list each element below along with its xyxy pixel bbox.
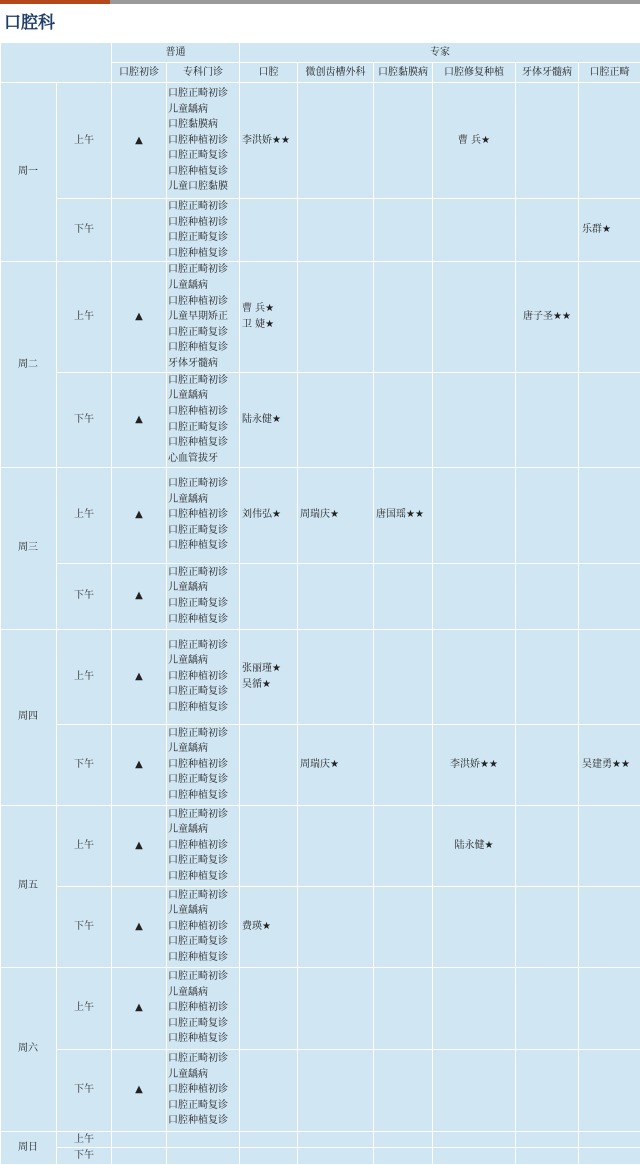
specialty-clinic-item: 口腔正畸复诊 <box>168 1098 239 1114</box>
oral-doctor-cell <box>240 724 298 805</box>
general-clinic-marker: ▲ <box>112 967 167 1049</box>
col-header-mucosa: 口腔黏膜病 <box>374 63 433 83</box>
doctor-name: 张丽瑾★ <box>242 661 297 677</box>
specialty-clinic-item: 口腔种植初诊 <box>168 669 239 685</box>
specialty-clinics-cell <box>167 563 240 629</box>
orthodontics-doctor-cell <box>579 467 640 563</box>
oral-doctor-cell <box>240 262 298 372</box>
specialty-clinic-item: 儿童龋病 <box>168 1067 239 1083</box>
doctor-name: 李洪娇★★ <box>433 757 515 773</box>
endodontics-doctor-cell <box>516 967 579 1049</box>
doctor-name: 费瑛★ <box>242 919 297 935</box>
doctor-name: 卫 婕★ <box>242 317 297 333</box>
col-header-endodontics: 牙体牙髓病 <box>516 63 579 83</box>
day-cell: 周四 <box>1 629 57 805</box>
header-blank <box>1 43 112 83</box>
specialty-clinic-item: 口腔正畸初诊 <box>168 565 239 581</box>
day-cell: 周五 <box>1 805 57 967</box>
specialty-clinics-cell <box>167 1131 240 1148</box>
specialty-clinic-item: 口腔正畸复诊 <box>168 772 239 788</box>
minimal-surgery-doctor-cell <box>298 83 374 199</box>
specialty-clinic-item: 儿童龋病 <box>168 580 239 596</box>
endodontics-doctor-cell <box>516 262 579 372</box>
orthodontics-doctor-cell <box>579 563 640 629</box>
endodontics-doctor-cell <box>516 563 579 629</box>
specialty-clinic-item: 口腔种植初诊 <box>168 507 239 523</box>
specialty-clinic-item: 口腔正畸初诊 <box>168 888 239 904</box>
col-header-minimal-surgery: 微创齿槽外科 <box>298 63 374 83</box>
specialty-clinic-item: 口腔种植复诊 <box>168 435 239 451</box>
specialty-clinic-item: 口腔种植初诊 <box>168 133 239 149</box>
specialty-clinic-item: 口腔种植初诊 <box>168 1082 239 1098</box>
oral-doctor-cell <box>240 83 298 199</box>
specialty-clinic-item: 口腔正畸初诊 <box>168 807 239 823</box>
schedule-row <box>1 199 640 262</box>
period-cell: 下午 <box>57 1049 112 1131</box>
schedule-row <box>1 805 640 886</box>
period-cell: 下午 <box>57 563 112 629</box>
general-clinic-marker: ▲ <box>112 83 167 199</box>
mucosa-doctor-cell <box>374 805 433 886</box>
mucosa-doctor-cell <box>374 1049 433 1131</box>
period-cell: 下午 <box>57 372 112 467</box>
specialty-clinic-item: 牙体牙髓病 <box>168 356 239 372</box>
day-cell: 周二 <box>1 262 57 467</box>
top-bar <box>0 0 640 4</box>
specialty-clinic-item: 儿童龋病 <box>168 102 239 118</box>
specialty-clinics-cell <box>167 724 240 805</box>
mucosa-doctor-cell <box>374 372 433 467</box>
mucosa-doctor-cell <box>374 83 433 199</box>
specialty-clinics-cell <box>167 262 240 372</box>
specialty-clinics-cell <box>167 1049 240 1131</box>
specialty-clinic-item: 口腔种植复诊 <box>168 700 239 716</box>
orthodontics-doctor-cell <box>579 262 640 372</box>
specialty-clinic-item: 口腔正畸初诊 <box>168 86 239 102</box>
period-cell: 上午 <box>57 467 112 563</box>
schedule-row <box>1 563 640 629</box>
general-clinic-marker: ▲ <box>112 805 167 886</box>
specialty-clinics-cell <box>167 886 240 967</box>
prosthodontics-doctor-cell <box>433 262 516 372</box>
col-header-orthodontics: 口腔正畸 <box>579 63 640 83</box>
oral-doctor-cell <box>240 886 298 967</box>
orthodontics-doctor-cell <box>579 199 640 262</box>
doctor-name: 周瑞庆★ <box>300 507 373 523</box>
minimal-surgery-doctor-cell <box>298 262 374 372</box>
general-clinic-marker: ▲ <box>112 1049 167 1131</box>
specialty-clinic-item: 口腔正畸复诊 <box>168 934 239 950</box>
mucosa-doctor-cell <box>374 563 433 629</box>
day-cell: 周一 <box>1 83 57 262</box>
orthodontics-doctor-cell <box>579 1049 640 1131</box>
specialty-clinic-item: 口腔正畸初诊 <box>168 726 239 742</box>
prosthodontics-doctor-cell <box>433 1131 516 1148</box>
oral-doctor-cell <box>240 563 298 629</box>
general-clinic-marker: ▲ <box>112 629 167 724</box>
endodontics-doctor-cell <box>516 467 579 563</box>
specialty-clinic-item: 口腔种植初诊 <box>168 757 239 773</box>
doctor-name: 乐群★ <box>582 222 640 238</box>
oral-doctor-cell <box>240 805 298 886</box>
minimal-surgery-doctor-cell <box>298 199 374 262</box>
endodontics-doctor-cell <box>516 1049 579 1131</box>
schedule-row <box>1 372 640 467</box>
col-header-oral-initial: 口腔初诊 <box>112 63 167 83</box>
specialty-clinic-item: 口腔正畸复诊 <box>168 684 239 700</box>
day-cell: 周三 <box>1 467 57 629</box>
specialty-clinics-cell <box>167 83 240 199</box>
prosthodontics-doctor-cell <box>433 83 516 199</box>
specialty-clinic-item: 口腔种植复诊 <box>168 1031 239 1047</box>
orthodontics-doctor-cell <box>579 805 640 886</box>
endodontics-doctor-cell <box>516 629 579 724</box>
oral-doctor-cell <box>240 372 298 467</box>
mucosa-doctor-cell <box>374 629 433 724</box>
oral-doctor-cell <box>240 1049 298 1131</box>
prosthodontics-doctor-cell <box>433 886 516 967</box>
specialty-clinic-item: 口腔种植初诊 <box>168 838 239 854</box>
col-header-specialty: 专科门诊 <box>167 63 240 83</box>
oral-doctor-cell <box>240 1131 298 1148</box>
doctor-name: 周瑞庆★ <box>300 757 373 773</box>
minimal-surgery-doctor-cell <box>298 1131 374 1148</box>
header-row-groups <box>1 43 640 63</box>
period-cell: 下午 <box>57 199 112 262</box>
orthodontics-doctor-cell <box>579 83 640 199</box>
specialty-clinic-item: 口腔正畸初诊 <box>168 969 239 985</box>
specialty-clinic-item: 口腔种植复诊 <box>168 612 239 628</box>
general-clinic-marker <box>112 199 167 262</box>
schedule-row <box>1 467 640 563</box>
doctor-name: 曹 兵★ <box>433 133 515 149</box>
specialty-clinic-item: 口腔种植复诊 <box>168 164 239 180</box>
oral-doctor-cell <box>240 629 298 724</box>
specialty-clinic-item: 儿童龋病 <box>168 822 239 838</box>
prosthodontics-doctor-cell <box>433 1049 516 1131</box>
top-bar-accent <box>0 0 110 4</box>
minimal-surgery-doctor-cell <box>298 886 374 967</box>
prosthodontics-doctor-cell <box>433 372 516 467</box>
orthodontics-doctor-cell <box>579 724 640 805</box>
period-cell: 上午 <box>57 629 112 724</box>
prosthodontics-doctor-cell <box>433 563 516 629</box>
orthodontics-doctor-cell <box>579 886 640 967</box>
mucosa-doctor-cell <box>374 886 433 967</box>
prosthodontics-doctor-cell <box>433 805 516 886</box>
schedule-row <box>1 262 640 372</box>
minimal-surgery-doctor-cell <box>298 563 374 629</box>
specialty-clinic-item: 口腔正畸初诊 <box>168 1051 239 1067</box>
period-cell: 下午 <box>57 886 112 967</box>
doctor-name: 李洪娇★★ <box>242 133 297 149</box>
period-cell: 上午 <box>57 83 112 199</box>
specialty-clinics-cell <box>167 967 240 1049</box>
doctor-name: 唐子圣★★ <box>516 309 578 325</box>
schedule-row <box>1 724 640 805</box>
page-title: 口腔科 <box>0 4 640 42</box>
general-clinic-marker: ▲ <box>112 372 167 467</box>
minimal-surgery-doctor-cell <box>298 372 374 467</box>
specialty-clinics-cell <box>167 805 240 886</box>
mucosa-doctor-cell <box>374 199 433 262</box>
period-cell: 上午 <box>57 967 112 1049</box>
orthodontics-doctor-cell <box>579 1131 640 1148</box>
endodontics-doctor-cell <box>516 886 579 967</box>
specialty-clinic-item: 口腔种植初诊 <box>168 294 239 310</box>
period-cell: 上午 <box>57 805 112 886</box>
specialty-clinic-item: 口腔种植复诊 <box>168 950 239 966</box>
specialty-clinic-item: 口腔正畸复诊 <box>168 523 239 539</box>
specialty-clinics-cell <box>167 467 240 563</box>
specialty-clinic-item: 儿童龋病 <box>168 492 239 508</box>
specialty-clinic-item: 口腔正畸初诊 <box>168 262 239 278</box>
specialty-clinics-cell <box>167 199 240 262</box>
minimal-surgery-doctor-cell <box>298 805 374 886</box>
specialty-clinics-cell <box>167 372 240 467</box>
period-cell: 上午 <box>57 1131 112 1148</box>
specialty-clinic-item: 口腔种植复诊 <box>168 246 239 262</box>
endodontics-doctor-cell <box>516 1131 579 1148</box>
minimal-surgery-doctor-cell <box>298 724 374 805</box>
col-header-oral: 口腔 <box>240 63 298 83</box>
general-clinic-marker: ▲ <box>112 724 167 805</box>
doctor-name: 唐国瑶★★ <box>376 507 432 523</box>
specialty-clinic-item: 儿童龋病 <box>168 741 239 757</box>
day-cell: 周日 <box>1 1131 57 1164</box>
doctor-name: 吴循★ <box>242 677 297 693</box>
header-group-general: 普通 <box>112 43 240 63</box>
specialty-clinic-item: 口腔正畸复诊 <box>168 230 239 246</box>
mucosa-doctor-cell <box>374 967 433 1049</box>
period-cell: 下午 <box>57 1148 112 1165</box>
minimal-surgery-doctor-cell <box>298 629 374 724</box>
schedule-row <box>1 629 640 724</box>
specialty-clinic-item: 儿童龋病 <box>168 985 239 1001</box>
general-clinic-marker: ▲ <box>112 886 167 967</box>
doctor-name: 陆永健★ <box>433 838 515 854</box>
specialty-clinic-item: 口腔正畸初诊 <box>168 638 239 654</box>
mucosa-doctor-cell <box>374 1131 433 1148</box>
specialty-clinic-item: 口腔种植复诊 <box>168 538 239 554</box>
specialty-clinic-item: 儿童龋病 <box>168 903 239 919</box>
specialty-clinic-item: 儿童早期矫正 <box>168 309 239 325</box>
specialty-clinic-item: 口腔种植复诊 <box>168 340 239 356</box>
specialty-clinics-cell <box>167 629 240 724</box>
minimal-surgery-doctor-cell <box>298 1049 374 1131</box>
orthodontics-doctor-cell <box>579 967 640 1049</box>
prosthodontics-doctor-cell <box>433 467 516 563</box>
schedule-table <box>0 42 640 1165</box>
specialty-clinic-item: 口腔黏膜病 <box>168 117 239 133</box>
oral-doctor-cell <box>240 467 298 563</box>
mucosa-doctor-cell <box>374 724 433 805</box>
schedule-row <box>1 83 640 199</box>
specialty-clinic-item: 口腔种植复诊 <box>168 788 239 804</box>
doctor-name: 吴建勇★★ <box>582 757 640 773</box>
minimal-surgery-doctor-cell <box>298 967 374 1049</box>
doctor-name: 刘伟弘★ <box>242 507 297 523</box>
specialty-clinic-item: 口腔种植复诊 <box>168 869 239 885</box>
oral-doctor-cell <box>240 967 298 1049</box>
specialty-clinic-item: 口腔正畸复诊 <box>168 148 239 164</box>
specialty-clinic-item: 口腔正畸复诊 <box>168 420 239 436</box>
endodontics-doctor-cell <box>516 199 579 262</box>
prosthodontics-doctor-cell <box>433 724 516 805</box>
specialty-clinic-item: 口腔正畸复诊 <box>168 325 239 341</box>
specialty-clinic-item: 口腔正畸初诊 <box>168 476 239 492</box>
endodontics-doctor-cell <box>516 724 579 805</box>
col-header-prosthodontics: 口腔修复种植 <box>433 63 516 83</box>
general-clinic-marker: ▲ <box>112 262 167 372</box>
endodontics-doctor-cell <box>516 83 579 199</box>
specialty-clinic-item: 儿童龋病 <box>168 278 239 294</box>
specialty-clinic-item: 口腔种植初诊 <box>168 919 239 935</box>
specialty-clinic-item: 儿童口腔黏膜 <box>168 179 239 195</box>
period-cell: 下午 <box>57 724 112 805</box>
doctor-name: 陆永健★ <box>242 412 297 428</box>
specialty-clinic-item: 口腔正畸初诊 <box>168 199 239 215</box>
doctor-name: 曹 兵★ <box>242 301 297 317</box>
period-cell: 上午 <box>57 262 112 372</box>
specialty-clinic-item: 口腔种植初诊 <box>168 1000 239 1016</box>
specialty-clinic-item: 口腔正畸复诊 <box>168 853 239 869</box>
endodontics-doctor-cell <box>516 805 579 886</box>
specialty-clinic-item: 口腔正畸复诊 <box>168 1016 239 1032</box>
schedule-row <box>1 967 640 1049</box>
schedule-row <box>1 886 640 967</box>
endodontics-doctor-cell <box>516 372 579 467</box>
orthodontics-doctor-cell <box>579 629 640 724</box>
oral-doctor-cell <box>240 199 298 262</box>
specialty-clinic-item: 口腔种植初诊 <box>168 404 239 420</box>
specialty-clinic-item: 口腔种植初诊 <box>168 215 239 231</box>
schedule-row <box>1 1049 640 1131</box>
specialty-clinic-item: 儿童龋病 <box>168 653 239 669</box>
specialty-clinic-item: 口腔正畸复诊 <box>168 596 239 612</box>
prosthodontics-doctor-cell <box>433 967 516 1049</box>
minimal-surgery-doctor-cell <box>298 467 374 563</box>
day-cell: 周六 <box>1 967 57 1131</box>
specialty-clinic-item: 口腔正畸初诊 <box>168 373 239 389</box>
general-clinic-marker <box>112 1131 167 1148</box>
specialty-clinic-item: 心血管拔牙 <box>168 451 239 467</box>
mucosa-doctor-cell <box>374 467 433 563</box>
specialty-clinic-item: 口腔种植复诊 <box>168 1113 239 1129</box>
general-clinic-marker: ▲ <box>112 563 167 629</box>
general-clinic-marker: ▲ <box>112 467 167 563</box>
schedule-row <box>1 1131 640 1148</box>
schedule-body <box>1 83 640 1165</box>
orthodontics-doctor-cell <box>579 372 640 467</box>
prosthodontics-doctor-cell <box>433 629 516 724</box>
specialty-clinic-item: 儿童龋病 <box>168 388 239 404</box>
prosthodontics-doctor-cell <box>433 199 516 262</box>
mucosa-doctor-cell <box>374 262 433 372</box>
header-group-expert: 专家 <box>240 43 640 63</box>
